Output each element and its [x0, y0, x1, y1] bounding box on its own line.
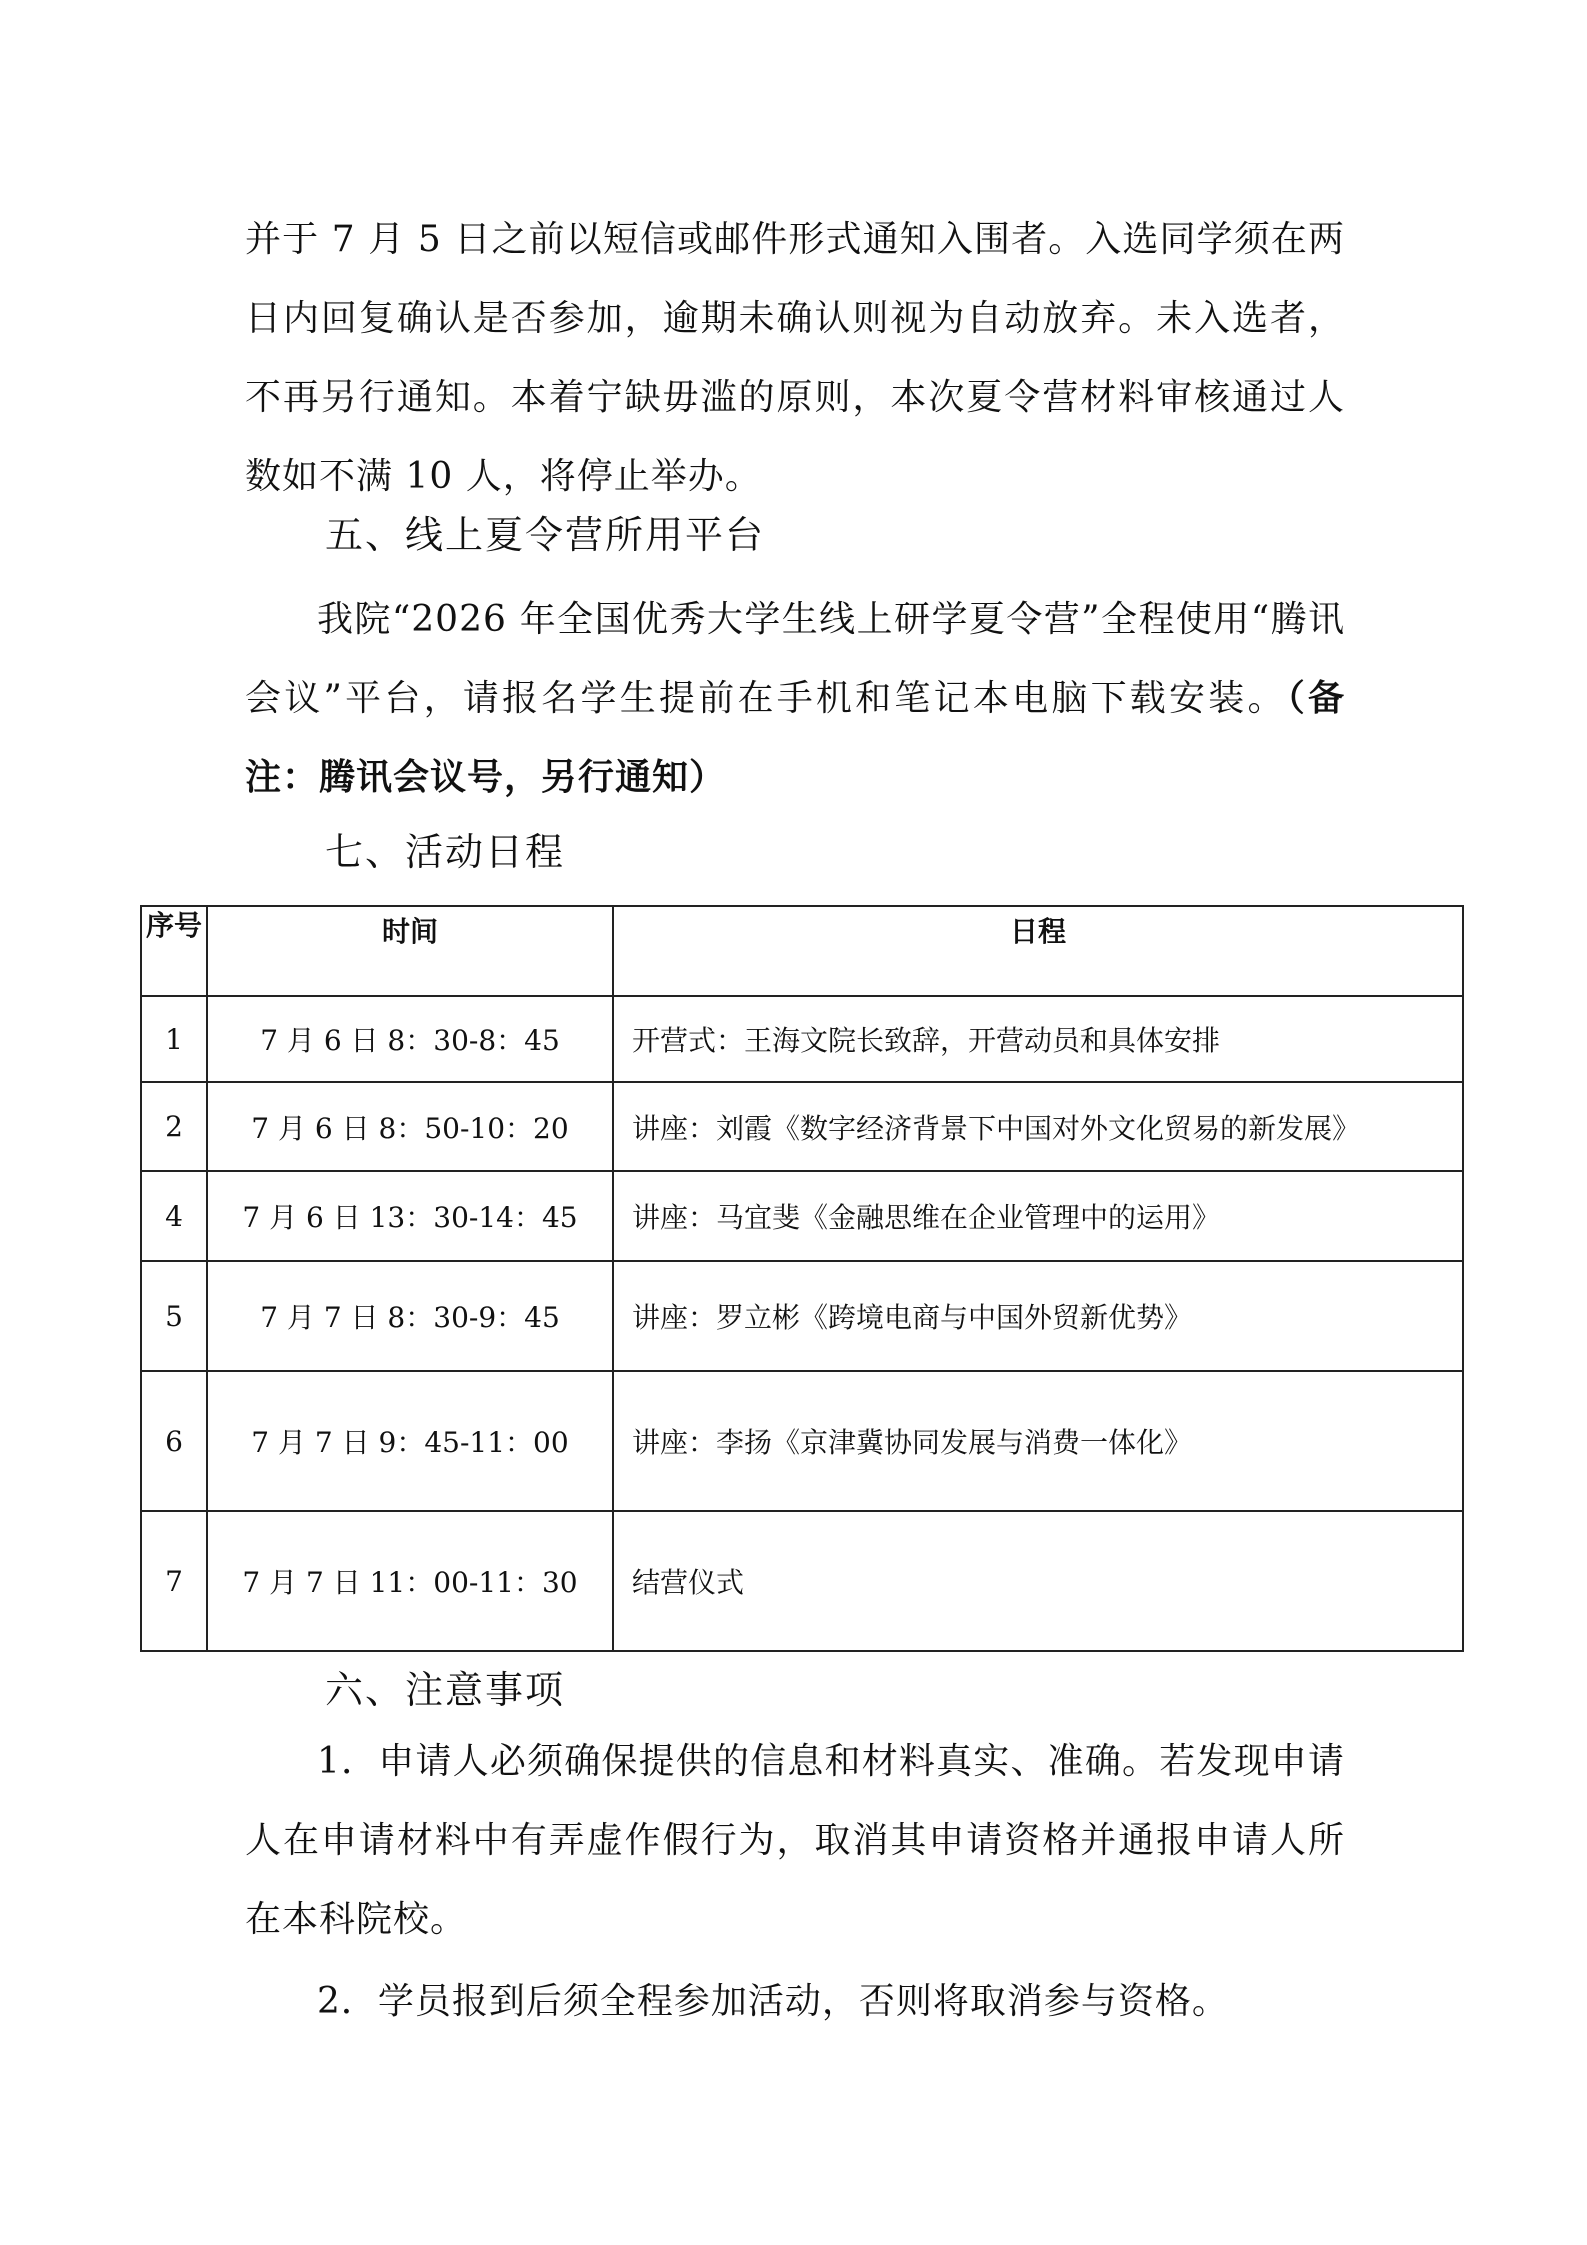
row-no: 2 [141, 1082, 207, 1171]
table-row [141, 1511, 1463, 1651]
table-row [141, 1371, 1463, 1511]
header-schedule: 日程 [613, 906, 1463, 996]
paragraph-platform-text: 我院“2026 年全国优秀大学生线上研学夏令营”全程使用“腾讯会议”平台，请报名学生提前在手机和笔记本电脑下载安装。 [245, 599, 1345, 719]
row-schedule: 讲座：李扬《京津冀协同发展与消费一体化》 [613, 1371, 1463, 1511]
table-row [141, 996, 1463, 1082]
row-no: 6 [141, 1371, 207, 1511]
row-time: 7 月 6 日 13：30-14：45 [207, 1171, 613, 1261]
paragraph-note-1: 1．申请人必须确保提供的信息和材料真实、准确。若发现申请人在申请材料中有弄虚作假行为，取消其申请资格并通报申请人所在本科院校。 [245, 1741, 1345, 1940]
row-time: 7 月 7 日 11：00-11：30 [207, 1511, 613, 1651]
table-header-row [141, 906, 1463, 996]
row-schedule: 结营仪式 [613, 1511, 1463, 1651]
row-schedule: 讲座：罗立彬《跨境电商与中国外贸新优势》 [613, 1261, 1463, 1371]
row-time: 7 月 7 日 8：30-9：45 [207, 1261, 613, 1371]
row-no: 1 [141, 996, 207, 1082]
row-time: 7 月 6 日 8：30-8：45 [207, 996, 613, 1082]
table-row [141, 1261, 1463, 1371]
paragraph-platform [245, 580, 1345, 817]
row-no: 5 [141, 1261, 207, 1371]
row-no: 4 [141, 1171, 207, 1261]
heading-online-platform: 五、线上夏令营所用平台 [325, 513, 766, 557]
row-schedule: 讲座：刘霞《数字经济背景下中国对外文化贸易的新发展》 [613, 1082, 1463, 1171]
header-time: 时间 [207, 906, 613, 996]
heading-notes: 六、注意事项 [325, 1668, 566, 1712]
paragraph-note-2: 2．学员报到后须全程参加活动，否则将取消参与资格。 [317, 1981, 1229, 2022]
row-time: 7 月 6 日 8：50-10：20 [207, 1082, 613, 1171]
paragraph-platform-note: （备注：腾讯会议号，另行通知） [245, 678, 1345, 798]
paragraph-notification: 并于 7 月 5 日之前以短信或邮件形式通知入围者。入选同学须在两日内回复确认是否参加，逾期未确认则视为自动放弃。未入选者，不再另行通知。本着宁缺毋滥的原则，本次夏令营材料审核通过人数如不满 10 人，将停止举办。 [245, 219, 1345, 497]
row-schedule: 讲座：马宜斐《金融思维在企业管理中的运用》 [613, 1171, 1463, 1261]
heading-schedule: 七、活动日程 [325, 830, 566, 874]
table-row [141, 1171, 1463, 1261]
header-no: 序号 [141, 906, 207, 996]
table-row [141, 1082, 1463, 1171]
schedule-table [140, 905, 1464, 1652]
row-time: 7 月 7 日 9：45-11：00 [207, 1371, 613, 1511]
row-no: 7 [141, 1511, 207, 1651]
row-schedule: 开营式：王海文院长致辞，开营动员和具体安排 [613, 996, 1463, 1082]
